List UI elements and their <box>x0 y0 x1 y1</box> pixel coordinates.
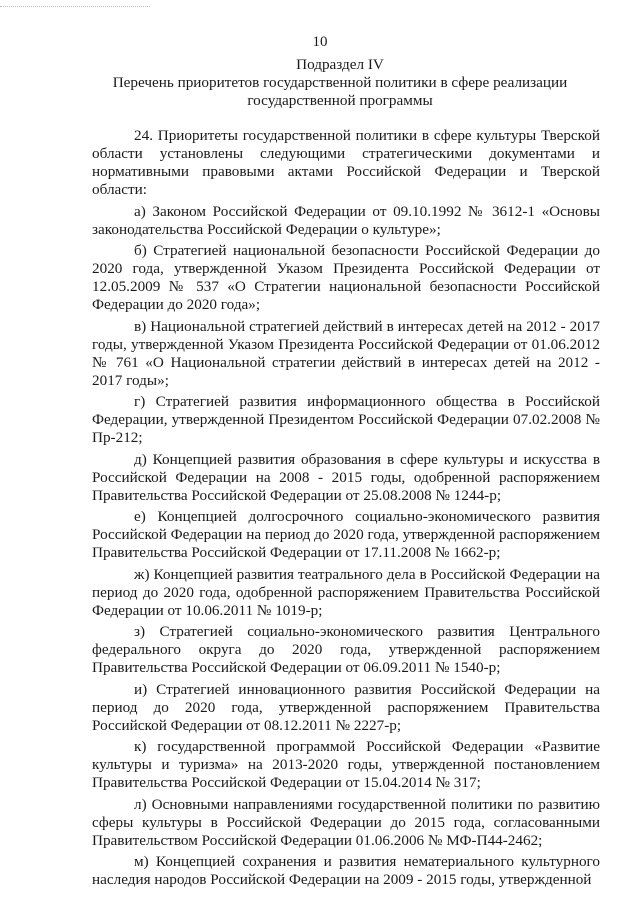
list-item-v: в) Национальной стратегией действий в интересах детей на 2012 - 2017 годы, утвержденной Указом Президента Российской Федерации от 01.06.2012 № 761 «О Национальной стратегии действий в интересах детей на 2012 - 2017 годы»; <box>92 317 600 389</box>
list-item-d: д) Концепцией развития образования в сфере культуры и искусства в Российской Федерации на 2008 - 2015 годы, одобренной распоряжением Правительства Российской Федерации от 25.08.2008 № 1244-р; <box>92 450 600 504</box>
scan-edge-line <box>0 6 150 8</box>
section-title: Перечень приоритетов государственной политики в сфере реализации государственной программы <box>112 74 568 109</box>
list-item-b: б) Стратегией национальной безопасности Российской Федерации до 2020 года, утвержденной Указом Президента Российской Федерации от 12.05.2009 № 537 «О Стратегии национальной безопасности Российской Федерации до 2020 года»; <box>92 242 600 313</box>
list-item-l: л) Основными направлениями государственной политики по развитию сферы культуры в Российской Федерации до 2015 года, согласованными Правительством Российской Федерации 01.06.2006 № МФ-П44-2462; <box>92 795 600 849</box>
document-body <box>92 127 600 893</box>
subsection-heading: Подраздел IV <box>296 56 384 73</box>
list-item-a: а) Законом Российской Федерации от 09.10.1992 № 3612-1 «Основы законодательства Российской Федерации о культуре»; <box>92 202 600 238</box>
list-item-k: к) государственной программой Российской Федерации «Развитие культуры и туризма» на 2013-2020 годы, утвержденной постановлением Правительства Российской Федерации от 15.04.2014 № 317; <box>92 738 600 791</box>
list-item-g: г) Стратегией развития информационного общества в Российской Федерации, утвержденной Президентом Российской Федерации 07.02.2008 № Пр-212; <box>92 393 600 446</box>
list-item-i: и) Стратегией инновационного развития Российской Федерации на период до 2020 года, утвержденной распоряжением Правительства Российской Федерации от 08.12.2011 № 2227-р; <box>92 680 600 734</box>
list-item-zh: ж) Концепцией развития театрального дела в Российской Федерации на период до 2020 года, одобренной распоряжением Правительства Российской Федерации от 10.06.2011 № 1019-р; <box>92 565 600 619</box>
list-item-m: м) Концепцией сохранения и развития нематериального культурного наследия народов Российской Федерации на 2009 - 2015 годы, утвержденной <box>92 853 600 888</box>
paragraph-24: 24. Приоритеты государственной политики в сфере культуры Тверской области установлены следующими стратегическими документами и нормативными правовыми актами Российской Федерации и Тверской области: <box>92 127 600 198</box>
page-number: 10 <box>312 34 328 50</box>
list-item-e: е) Концепцией долгосрочного социально-экономического развития Российской Федерации на период до 2020 года, утвержденной распоряжением Правительства Российской Федерации от 17.11.2008 № 1662-р; <box>92 508 600 561</box>
list-item-z: з) Стратегией социально-экономического развития Центрального федерального округа до 2020 года, утвержденной распоряжением Правительства Российской Федерации от 06.09.2011 № 1540-р; <box>92 623 600 676</box>
